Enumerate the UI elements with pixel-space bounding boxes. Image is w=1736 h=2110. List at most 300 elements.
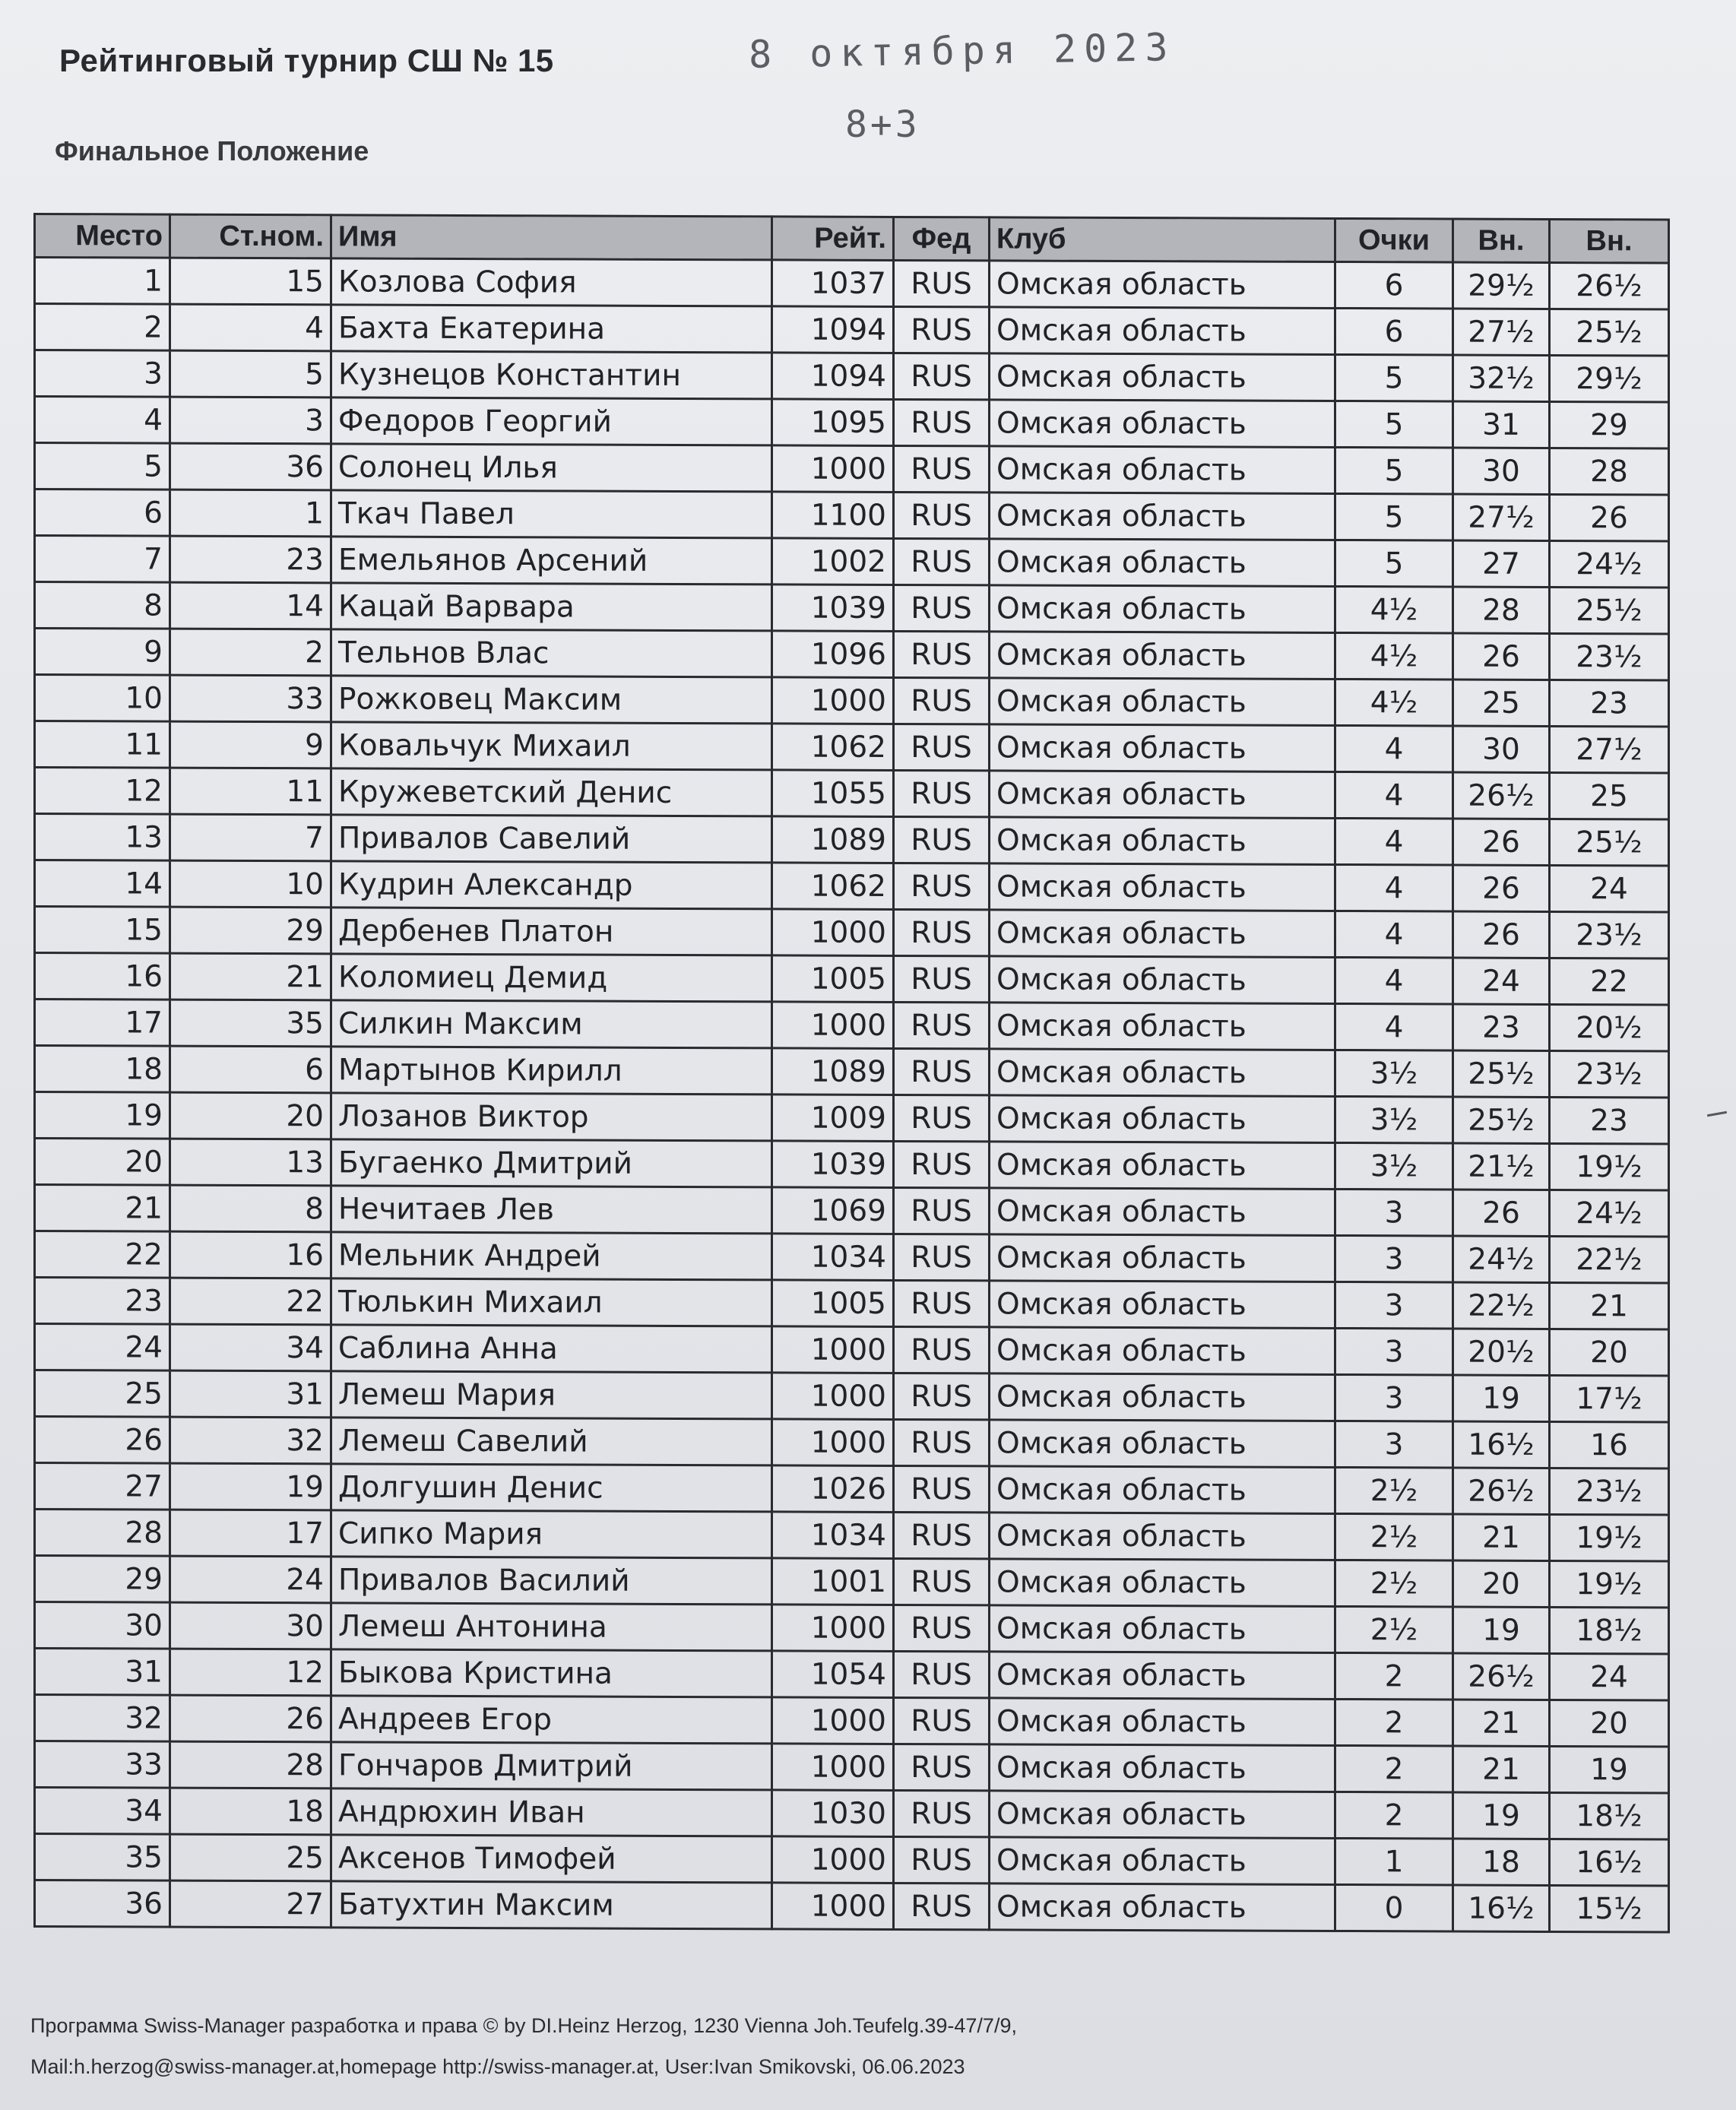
cell-name: Кузнецов Константин: [331, 351, 772, 399]
cell-tiebreak-2: 17½: [1550, 1375, 1669, 1422]
cell-place: 1: [35, 258, 170, 305]
cell-name: Гончаров Дмитрий: [331, 1742, 772, 1790]
cell-points: 2: [1335, 1699, 1453, 1746]
table-row: [35, 1788, 1669, 1840]
handwritten-date: 8 октября 2023: [748, 25, 1176, 77]
cell-tiebreak-1: 27: [1453, 540, 1550, 587]
cell-rating: 1089: [772, 1048, 894, 1095]
tournament-title: Рейтинговый турнир СШ № 15: [59, 43, 554, 78]
cell-rating: 1094: [772, 306, 894, 353]
table-row: [35, 1278, 1669, 1330]
cell-name: Дербенев Платон: [331, 908, 772, 955]
standings-subtitle: Финальное Положение: [55, 135, 369, 166]
table-row: [35, 1556, 1669, 1608]
pen-mark: [1707, 1111, 1727, 1117]
cell-club: Омская область: [990, 1281, 1335, 1329]
cell-tiebreak-1: 22½: [1453, 1282, 1550, 1329]
cell-points: 4: [1335, 911, 1453, 958]
cell-name: Коломиец Демид: [331, 954, 772, 1002]
cell-tiebreak-2: 24½: [1550, 1190, 1669, 1237]
cell-tiebreak-1: 31: [1453, 401, 1550, 448]
cell-place: 34: [35, 1788, 170, 1835]
cell-name: Лемеш Антонина: [331, 1603, 772, 1651]
cell-tiebreak-2: 23½: [1550, 911, 1669, 958]
cell-points: 5: [1335, 540, 1453, 587]
cell-place: 32: [35, 1695, 170, 1742]
cell-tiebreak-2: 23: [1550, 680, 1669, 727]
cell-tiebreak-2: 15½: [1550, 1885, 1669, 1932]
table-row: [35, 258, 1669, 310]
cell-tiebreak-2: 24: [1550, 1653, 1669, 1700]
footer-credits-line-2: Mail:h.herzog@swiss-manager.at,homepage http://swiss-manager.at, User:Ivan Smikovski, 06.06.2023: [30, 2055, 965, 2078]
cell-rating: 1000: [772, 1836, 894, 1883]
table-row: [35, 1185, 1669, 1237]
cell-place: 25: [35, 1370, 170, 1418]
table-row: [35, 443, 1669, 496]
cell-place: 28: [35, 1510, 170, 1557]
cell-tiebreak-1: 19: [1453, 1607, 1550, 1653]
cell-points: 2: [1335, 1792, 1453, 1839]
cell-tiebreak-2: 27½: [1550, 726, 1669, 773]
cell-name: Лозанов Виктор: [331, 1093, 772, 1141]
cell-points: 5: [1335, 447, 1453, 494]
cell-points: 4: [1335, 1003, 1453, 1050]
cell-points: 4: [1335, 818, 1453, 865]
cell-start-number: 22: [170, 1278, 331, 1325]
cell-tiebreak-2: 25½: [1550, 587, 1669, 634]
cell-tiebreak-1: 24½: [1453, 1236, 1550, 1282]
cell-start-number: 11: [170, 768, 331, 815]
cell-start-number: 19: [170, 1463, 331, 1510]
cell-club: Омская область: [990, 1698, 1335, 1746]
cell-rating: 1030: [772, 1790, 894, 1837]
cell-start-number: 18: [170, 1788, 331, 1835]
cell-rating: 1000: [772, 1326, 894, 1373]
col-header-tiebreak-1: Вн.: [1453, 219, 1550, 262]
cell-tiebreak-1: 30: [1453, 726, 1550, 772]
cell-club: Омская область: [990, 817, 1335, 865]
cell-club: Омская область: [990, 1049, 1335, 1097]
cell-name: Тюлькин Михаил: [331, 1278, 772, 1326]
cell-points: 4: [1335, 771, 1453, 819]
cell-tiebreak-2: 19: [1550, 1746, 1669, 1793]
cell-tiebreak-1: 26½: [1453, 772, 1550, 819]
cell-federation: RUS: [894, 1790, 990, 1836]
cell-start-number: 15: [170, 258, 331, 305]
cell-tiebreak-2: 19½: [1550, 1143, 1669, 1190]
table-row: [35, 953, 1669, 1006]
cell-points: 4½: [1335, 586, 1453, 633]
col-header-rating: Рейт.: [772, 217, 894, 261]
cell-federation: RUS: [894, 770, 990, 816]
cell-tiebreak-2: 24½: [1550, 540, 1669, 588]
cell-name: Нечитаев Лев: [331, 1186, 772, 1234]
cell-place: 3: [35, 350, 170, 398]
cell-name: Аксенов Тимофей: [331, 1835, 772, 1883]
cell-federation: RUS: [894, 631, 990, 677]
cell-club: Омская область: [990, 261, 1335, 309]
col-header-name: Имя: [331, 215, 772, 260]
table-row: [35, 1231, 1669, 1284]
cell-name: Силкин Максим: [331, 1000, 772, 1048]
cell-federation: RUS: [894, 1465, 990, 1512]
cell-start-number: 17: [170, 1510, 331, 1557]
cell-club: Омская область: [990, 1652, 1335, 1700]
cell-place: 19: [35, 1092, 170, 1139]
cell-start-number: 24: [170, 1556, 331, 1603]
cell-start-number: 21: [170, 953, 331, 1000]
cell-place: 24: [35, 1324, 170, 1371]
cell-place: 26: [35, 1417, 170, 1464]
cell-club: Омская область: [990, 1837, 1335, 1885]
cell-place: 7: [35, 536, 170, 583]
cell-rating: 1069: [772, 1187, 894, 1234]
cell-federation: RUS: [894, 492, 990, 538]
cell-start-number: 28: [170, 1741, 331, 1788]
table-row: [35, 397, 1669, 449]
cell-club: Омская область: [990, 771, 1335, 819]
cell-club: Омская область: [990, 1095, 1335, 1143]
cell-tiebreak-1: 26: [1453, 1190, 1550, 1236]
cell-rating: 1000: [772, 677, 894, 724]
cell-start-number: 25: [170, 1834, 331, 1881]
cell-federation: RUS: [894, 1095, 990, 1141]
cell-place: 8: [35, 582, 170, 629]
cell-federation: RUS: [894, 1605, 990, 1651]
cell-tiebreak-1: 21: [1453, 1746, 1550, 1792]
cell-federation: RUS: [894, 1002, 990, 1048]
cell-federation: RUS: [894, 353, 990, 399]
cell-tiebreak-2: 29: [1550, 401, 1669, 448]
cell-tiebreak-2: 25: [1550, 772, 1669, 819]
cell-points: 4: [1335, 864, 1453, 911]
cell-rating: 1000: [772, 1419, 894, 1466]
cell-points: 3½: [1335, 1096, 1453, 1143]
cell-rating: 1002: [772, 538, 894, 585]
cell-club: Омская область: [990, 1791, 1335, 1839]
standings-body: [35, 258, 1669, 1933]
cell-club: Омская область: [990, 632, 1335, 680]
cell-start-number: 9: [170, 721, 331, 768]
cell-federation: RUS: [894, 1141, 990, 1187]
cell-points: 2½: [1335, 1606, 1453, 1653]
table-row: [35, 582, 1669, 635]
cell-rating: 1055: [772, 770, 894, 817]
cell-start-number: 30: [170, 1602, 331, 1649]
cell-tiebreak-2: 25½: [1550, 819, 1669, 866]
cell-tiebreak-2: 23½: [1550, 1468, 1669, 1515]
cell-tiebreak-1: 25½: [1453, 1097, 1550, 1143]
cell-points: 3½: [1335, 1050, 1453, 1097]
cell-tiebreak-2: 19½: [1550, 1560, 1669, 1608]
cell-points: 2½: [1335, 1467, 1453, 1514]
cell-tiebreak-1: 26: [1453, 819, 1550, 865]
cell-start-number: 14: [170, 582, 331, 629]
cell-tiebreak-2: 26½: [1550, 262, 1669, 309]
cell-tiebreak-1: 18: [1453, 1839, 1550, 1885]
col-header-place: Место: [35, 214, 170, 258]
cell-start-number: 6: [170, 1046, 331, 1093]
cell-tiebreak-1: 25½: [1453, 1050, 1550, 1097]
col-header-points: Очки: [1335, 218, 1453, 262]
table-row: [35, 1695, 1669, 1747]
table-row: [35, 1000, 1669, 1052]
cell-federation: RUS: [894, 816, 990, 863]
cell-federation: RUS: [894, 260, 990, 306]
cell-tiebreak-1: 16½: [1453, 1421, 1550, 1468]
cell-federation: RUS: [894, 1558, 990, 1605]
table-row: [35, 1880, 1669, 1933]
cell-club: Омская область: [990, 1420, 1335, 1468]
cell-points: 5: [1335, 354, 1453, 401]
cell-name: Привалов Василий: [331, 1557, 772, 1605]
cell-federation: RUS: [894, 909, 990, 955]
cell-place: 14: [35, 860, 170, 908]
cell-place: 30: [35, 1602, 170, 1649]
cell-name: Сипко Мария: [331, 1510, 772, 1558]
col-header-federation: Фед: [894, 217, 990, 260]
cell-tiebreak-2: 24: [1550, 865, 1669, 912]
cell-points: 3: [1335, 1421, 1453, 1468]
cell-start-number: 32: [170, 1417, 331, 1464]
cell-name: Кружеветский Денис: [331, 768, 772, 816]
cell-start-number: 10: [170, 860, 331, 908]
cell-club: Омская область: [990, 1188, 1335, 1236]
cell-club: Омская область: [990, 1883, 1335, 1931]
cell-federation: RUS: [894, 1187, 990, 1234]
table-header-row: [35, 214, 1669, 264]
cell-tiebreak-1: 16½: [1453, 1885, 1550, 1931]
cell-tiebreak-1: 26½: [1453, 1468, 1550, 1514]
table-row: [35, 1370, 1669, 1423]
table-row: [35, 1139, 1669, 1191]
cell-tiebreak-2: 16½: [1550, 1839, 1669, 1886]
cell-rating: 1062: [772, 863, 894, 910]
cell-federation: RUS: [894, 538, 990, 585]
cell-start-number: 4: [170, 304, 331, 351]
cell-club: Омская область: [990, 446, 1335, 494]
cell-club: Омская область: [990, 539, 1335, 587]
cell-points: 2½: [1335, 1513, 1453, 1560]
cell-tiebreak-1: 19: [1453, 1375, 1550, 1421]
cell-points: 3: [1335, 1189, 1453, 1236]
cell-name: Лемеш Мария: [331, 1371, 772, 1419]
cell-tiebreak-2: 18½: [1550, 1792, 1669, 1839]
cell-rating: 1001: [772, 1558, 894, 1605]
cell-rating: 1000: [772, 1002, 894, 1049]
cell-club: Омская область: [990, 1466, 1335, 1514]
cell-name: Ковальчук Михаил: [331, 722, 772, 770]
cell-name: Андрюхин Иван: [331, 1788, 772, 1836]
cell-points: 1: [1335, 1838, 1453, 1885]
standings-table: [33, 213, 1670, 1934]
cell-name: Батухтин Максим: [331, 1881, 772, 1929]
table-row: [35, 350, 1669, 403]
cell-points: 5: [1335, 493, 1453, 540]
cell-start-number: 36: [170, 443, 331, 490]
cell-name: Бахта Екатерина: [331, 305, 772, 353]
cell-start-number: 23: [170, 536, 331, 583]
cell-name: Федоров Георгий: [331, 398, 772, 445]
cell-rating: 1000: [772, 909, 894, 956]
cell-tiebreak-2: 26: [1550, 494, 1669, 541]
table-row: [35, 1834, 1669, 1887]
cell-tiebreak-2: 20½: [1550, 1004, 1669, 1051]
cell-start-number: 2: [170, 629, 331, 676]
cell-start-number: 34: [170, 1324, 331, 1371]
cell-rating: 1009: [772, 1095, 894, 1142]
table-row: [35, 814, 1669, 866]
cell-rating: 1000: [772, 1373, 894, 1420]
cell-federation: RUS: [894, 1326, 990, 1373]
cell-start-number: 3: [170, 397, 331, 444]
cell-tiebreak-1: 20½: [1453, 1329, 1550, 1375]
cell-club: Омская область: [990, 1513, 1335, 1560]
cell-start-number: 20: [170, 1092, 331, 1139]
cell-start-number: 29: [170, 907, 331, 954]
cell-points: 4½: [1335, 632, 1453, 680]
cell-place: 20: [35, 1139, 170, 1186]
cell-club: Омская область: [990, 863, 1335, 911]
cell-federation: RUS: [894, 445, 990, 492]
cell-place: 9: [35, 629, 170, 676]
table-row: [35, 1324, 1669, 1377]
cell-tiebreak-2: 16: [1550, 1421, 1669, 1468]
cell-start-number: 1: [170, 489, 331, 537]
cell-rating: 1039: [772, 1141, 894, 1188]
cell-rating: 1000: [772, 1605, 894, 1652]
handwritten-time-control: 8+3: [845, 103, 920, 146]
cell-tiebreak-1: 28: [1453, 587, 1550, 633]
cell-tiebreak-2: 22½: [1550, 1236, 1669, 1283]
cell-name: Мельник Андрей: [331, 1232, 772, 1280]
cell-rating: 1000: [772, 1883, 894, 1930]
cell-place: 33: [35, 1741, 170, 1788]
table-row: [35, 1510, 1669, 1562]
cell-place: 18: [35, 1046, 170, 1093]
cell-name: Солонец Илья: [331, 444, 772, 492]
cell-tiebreak-2: 29½: [1550, 355, 1669, 402]
cell-rating: 1037: [772, 260, 894, 307]
cell-club: Омская область: [990, 1559, 1335, 1607]
cell-federation: RUS: [894, 1419, 990, 1465]
table-row: [35, 1092, 1669, 1145]
table-row: [35, 675, 1669, 727]
cell-tiebreak-2: 22: [1550, 958, 1669, 1005]
footer-credits-line-1: Программа Swiss-Manager разработка и права © by DI.Heinz Herzog, 1230 Vienna Joh.Teufelg.39-47/7/9,: [30, 2014, 1017, 2037]
cell-federation: RUS: [894, 399, 990, 445]
cell-place: 35: [35, 1834, 170, 1881]
cell-rating: 1005: [772, 1280, 894, 1327]
cell-federation: RUS: [894, 1048, 990, 1095]
cell-club: Омская область: [990, 493, 1335, 540]
cell-points: 3: [1335, 1282, 1453, 1329]
cell-name: Рожковец Максим: [331, 676, 772, 724]
cell-club: Омская область: [990, 1327, 1335, 1375]
cell-federation: RUS: [894, 585, 990, 631]
cell-start-number: 33: [170, 675, 331, 722]
cell-points: 3½: [1335, 1142, 1453, 1190]
cell-tiebreak-1: 27½: [1453, 309, 1550, 355]
cell-name: Тельнов Влас: [331, 629, 772, 677]
cell-start-number: 13: [170, 1139, 331, 1186]
cell-rating: 1005: [772, 955, 894, 1003]
cell-place: 17: [35, 1000, 170, 1047]
cell-club: Омская область: [990, 353, 1335, 401]
cell-tiebreak-2: 25½: [1550, 309, 1669, 356]
cell-federation: RUS: [894, 1234, 990, 1280]
cell-name: Привалов Савелий: [331, 815, 772, 863]
cell-place: 11: [35, 721, 170, 768]
cell-club: Омская область: [990, 724, 1335, 772]
cell-points: 4½: [1335, 679, 1453, 726]
cell-club: Омская область: [990, 400, 1335, 448]
cell-tiebreak-1: 26: [1453, 633, 1550, 680]
cell-points: 4: [1335, 725, 1453, 772]
table-row: [35, 1741, 1669, 1794]
cell-rating: 1054: [772, 1651, 894, 1698]
cell-place: 5: [35, 443, 170, 490]
cell-club: Омская область: [990, 1234, 1335, 1282]
cell-rating: 1062: [772, 724, 894, 771]
cell-rating: 1089: [772, 816, 894, 863]
cell-federation: RUS: [894, 1883, 990, 1929]
cell-place: 12: [35, 768, 170, 815]
cell-name: Ткач Павел: [331, 490, 772, 538]
cell-points: 4: [1335, 957, 1453, 1004]
cell-name: Саблина Анна: [331, 1325, 772, 1373]
cell-tiebreak-1: 21: [1453, 1514, 1550, 1560]
cell-place: 16: [35, 953, 170, 1000]
cell-points: 3: [1335, 1328, 1453, 1375]
cell-tiebreak-1: 26½: [1453, 1653, 1550, 1700]
cell-place: 4: [35, 397, 170, 444]
table-row: [35, 1463, 1669, 1516]
cell-points: 3: [1335, 1235, 1453, 1282]
cell-name: Быкова Кристина: [331, 1649, 772, 1697]
cell-tiebreak-1: 20: [1453, 1560, 1550, 1607]
cell-rating: 1000: [772, 1744, 894, 1791]
cell-tiebreak-1: 32½: [1453, 355, 1550, 401]
cell-place: 13: [35, 814, 170, 861]
cell-rating: 1000: [772, 1697, 894, 1744]
table-row: [35, 860, 1669, 913]
cell-tiebreak-1: 21: [1453, 1700, 1550, 1746]
table-row: [35, 629, 1669, 681]
cell-points: 2: [1335, 1745, 1453, 1792]
cell-place: 15: [35, 907, 170, 954]
cell-federation: RUS: [894, 1280, 990, 1326]
cell-federation: RUS: [894, 1512, 990, 1558]
cell-tiebreak-2: 28: [1550, 448, 1669, 495]
cell-place: 29: [35, 1556, 170, 1603]
cell-federation: RUS: [894, 677, 990, 724]
cell-start-number: 8: [170, 1185, 331, 1232]
cell-place: 22: [35, 1231, 170, 1278]
cell-federation: RUS: [894, 1651, 990, 1697]
cell-start-number: 5: [170, 350, 331, 398]
cell-name: Кацай Варвара: [331, 583, 772, 631]
table-row: [35, 907, 1669, 959]
cell-federation: RUS: [894, 724, 990, 770]
cell-club: Омская область: [990, 1142, 1335, 1190]
table-row: [35, 1417, 1669, 1469]
cell-federation: RUS: [894, 955, 990, 1002]
table-row: [35, 1046, 1669, 1098]
cell-place: 27: [35, 1463, 170, 1510]
cell-club: Омская область: [990, 1003, 1335, 1050]
cell-rating: 1095: [772, 399, 894, 446]
